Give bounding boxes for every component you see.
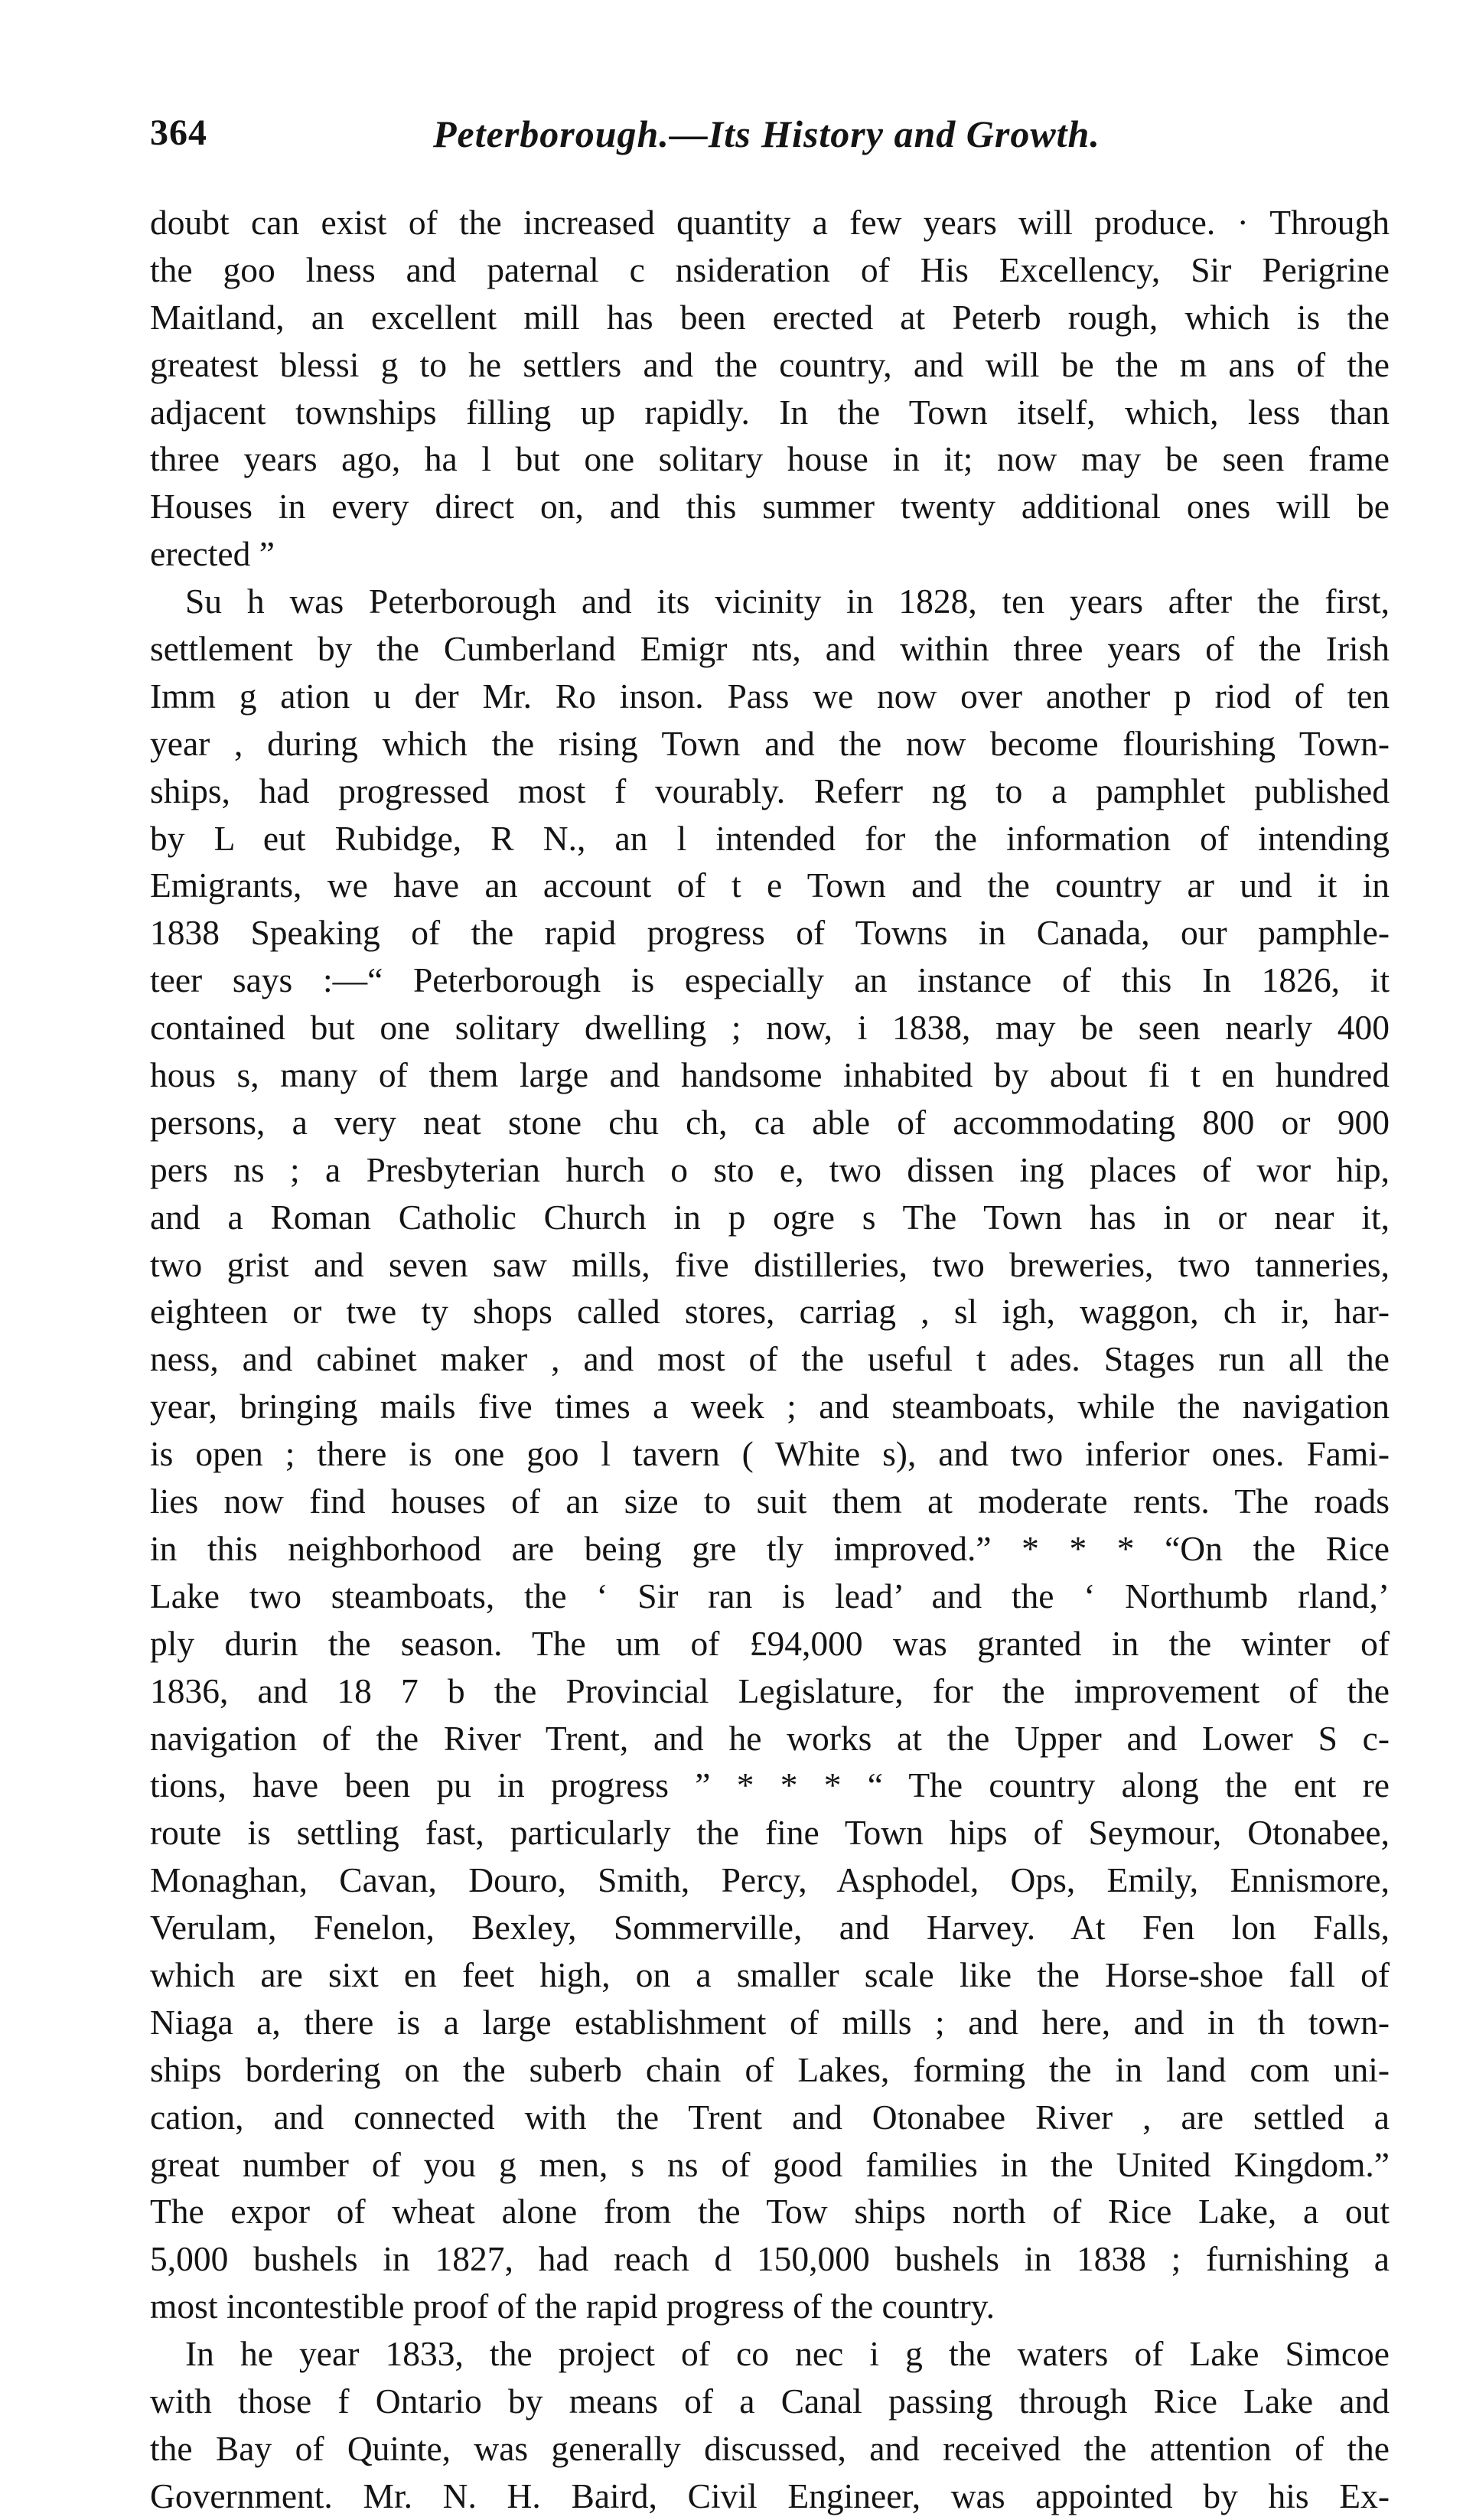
text-line: teer says :—“ Peterborough is especially an instance of this In 1826, it: [150, 960, 1390, 1000]
paragraph: [150, 2330, 1390, 2520]
text-line: 1838 Speaking of the rapid progress of Towns in Canada, our pamphle-: [150, 913, 1390, 953]
text-line: which are sixt en feet high, on a smaller scale like the Horse-shoe fall of: [150, 1954, 1390, 1994]
text-line: Verulam, Fenelon, Bexley, Sommerville, and Harvey. At Fen lon Falls,: [150, 1908, 1390, 1948]
text-line: contained but one solitary dwelling ; now, i 1838, may be seen nearly 400: [150, 1008, 1390, 1048]
text-line: persons, a very neat stone chu ch, ca able of accommodating 800 or 900: [150, 1102, 1390, 1142]
text-line: most incontestible proof of the rapid progress of the country.: [150, 2287, 995, 2326]
text-line: tions, have been pu in progress ” * * * “ The country along the ent re: [150, 1765, 1390, 1805]
text-line: is open ; there is one goo l tavern ( White s), and two inferior ones. Fami-: [150, 1434, 1390, 1474]
text-line: ply durin the season. The um of £94,000 was granted in the winter of: [150, 1623, 1390, 1663]
text-line: lies now find houses of an size to suit them at moderate rents. The roads: [150, 1482, 1390, 1521]
text-line: with those f Ontario by means of a Canal passing through Rice Lake and: [150, 2381, 1390, 2421]
text-line: Houses in every direct on, and this summer twenty additional ones will be: [150, 487, 1390, 526]
text-line: 5,000 bushels in 1827, had reach d 150,000 bushels in 1838 ; furnishing a: [150, 2239, 1390, 2279]
text-line: the goo lness and paternal c nsideration of His Excellency, Sir Perigrine: [150, 249, 1390, 289]
page-number: 364: [150, 112, 207, 153]
text-line: adjacent townships filling up rapidly. In the Town itself, which, less than: [150, 392, 1390, 432]
paragraph: [150, 578, 1390, 2330]
text-line: greatest blessi g to he settlers and the country, and will be the m ans of the: [150, 344, 1390, 384]
text-line: The expor of wheat alone from the Tow ships north of Rice Lake, a out: [150, 2192, 1390, 2231]
text-line: and a Roman Catholic Church in p ogre s The Town has in or near it,: [150, 1197, 1390, 1237]
text-line: cation, and connected with the Trent and Otonabee River , are settled a: [150, 2097, 1390, 2137]
text-line: year , during which the rising Town and the now become flourishing Town-: [150, 723, 1390, 763]
text-line: Emigrants, we have an account of t e Town and the country ar und it in: [150, 866, 1390, 905]
text-line: year, bringing mails five times a week ; and steamboats, while the navigation: [150, 1387, 1390, 1426]
text-line: ness, and cabinet maker , and most of the useful t ades. Stages run all the: [150, 1339, 1390, 1379]
text-line: pers ns ; a Presbyterian hurch o sto e, two dissen ing places of wor hip,: [150, 1149, 1390, 1189]
text-line: in this neighborhood are being gre tly improved.” * * * “On the Rice: [150, 1528, 1390, 1568]
text-line: Niaga a, there is a large establishment of mills ; and here, and in th town-: [150, 2002, 1390, 2042]
text-line: In he year 1833, the project of co nec i g the waters of Lake Simcoe: [185, 2334, 1390, 2374]
text-line: Imm g ation u der Mr. Ro inson. Pass we now over another p riod of ten: [150, 676, 1390, 716]
text-line: Maitland, an excellent mill has been erected at Peterb rough, which is the: [150, 297, 1390, 337]
paragraph: [150, 199, 1390, 578]
text-line: route is settling fast, particularly the fine Town hips of Seymour, Otonabee,: [150, 1813, 1390, 1853]
text-line: erected ”: [150, 534, 275, 574]
text-line: hous s, many of them large and handsome inhabited by about fi t en hundred: [150, 1055, 1390, 1095]
text-line: great number of you g men, s ns of good families in the United Kingdom.”: [150, 2144, 1390, 2184]
text-line: Su h was Peterborough and its vicinity in 1828, ten years after the first,: [185, 582, 1390, 621]
text-line: settlement by the Cumberland Emigr nts, and within three years of the Irish: [150, 629, 1390, 669]
text-line: Monaghan, Cavan, Douro, Smith, Percy, Asphodel, Ops, Emily, Ennismore,: [150, 1860, 1390, 1900]
text-line: 1836, and 18 7 b the Provincial Legislature, for the improvement of the: [150, 1671, 1390, 1710]
text-line: navigation of the River Trent, and he works at the Upper and Lower S c-: [150, 1718, 1390, 1758]
body-text: [150, 199, 1390, 2520]
text-line: two grist and seven saw mills, five distilleries, two breweries, two tanneries,: [150, 1244, 1390, 1284]
text-line: ships, had progressed most f vourably. Referr ng to a pamphlet published: [150, 771, 1390, 810]
text-line: eighteen or twe ty shops called stores, carriag , sl igh, waggon, ch ir, har-: [150, 1292, 1390, 1332]
text-line: three years ago, ha l but one solitary house in it; now may be seen frame: [150, 439, 1390, 479]
text-line: the Bay of Quinte, was generally discussed, and received the attention of the: [150, 2428, 1390, 2468]
text-line: Government. Mr. N. H. Baird, Civil Engineer, was appointed by his Ex-: [150, 2476, 1390, 2515]
text-line: by L eut Rubidge, R N., an l intended for the information of intending: [150, 818, 1390, 858]
page-header: [150, 112, 1390, 173]
text-line: Lake two steamboats, the ‘ Sir ran is lead’ and the ‘ Northumb rland,’: [150, 1576, 1390, 1615]
running-title: Peterborough.—Its History and Growth.: [433, 112, 1100, 155]
text-line: ships bordering on the suberb chain of Lakes, forming the in land com uni-: [150, 2049, 1390, 2089]
text-line: doubt can exist of the increased quantity a few years will produce. · Through: [150, 203, 1390, 242]
